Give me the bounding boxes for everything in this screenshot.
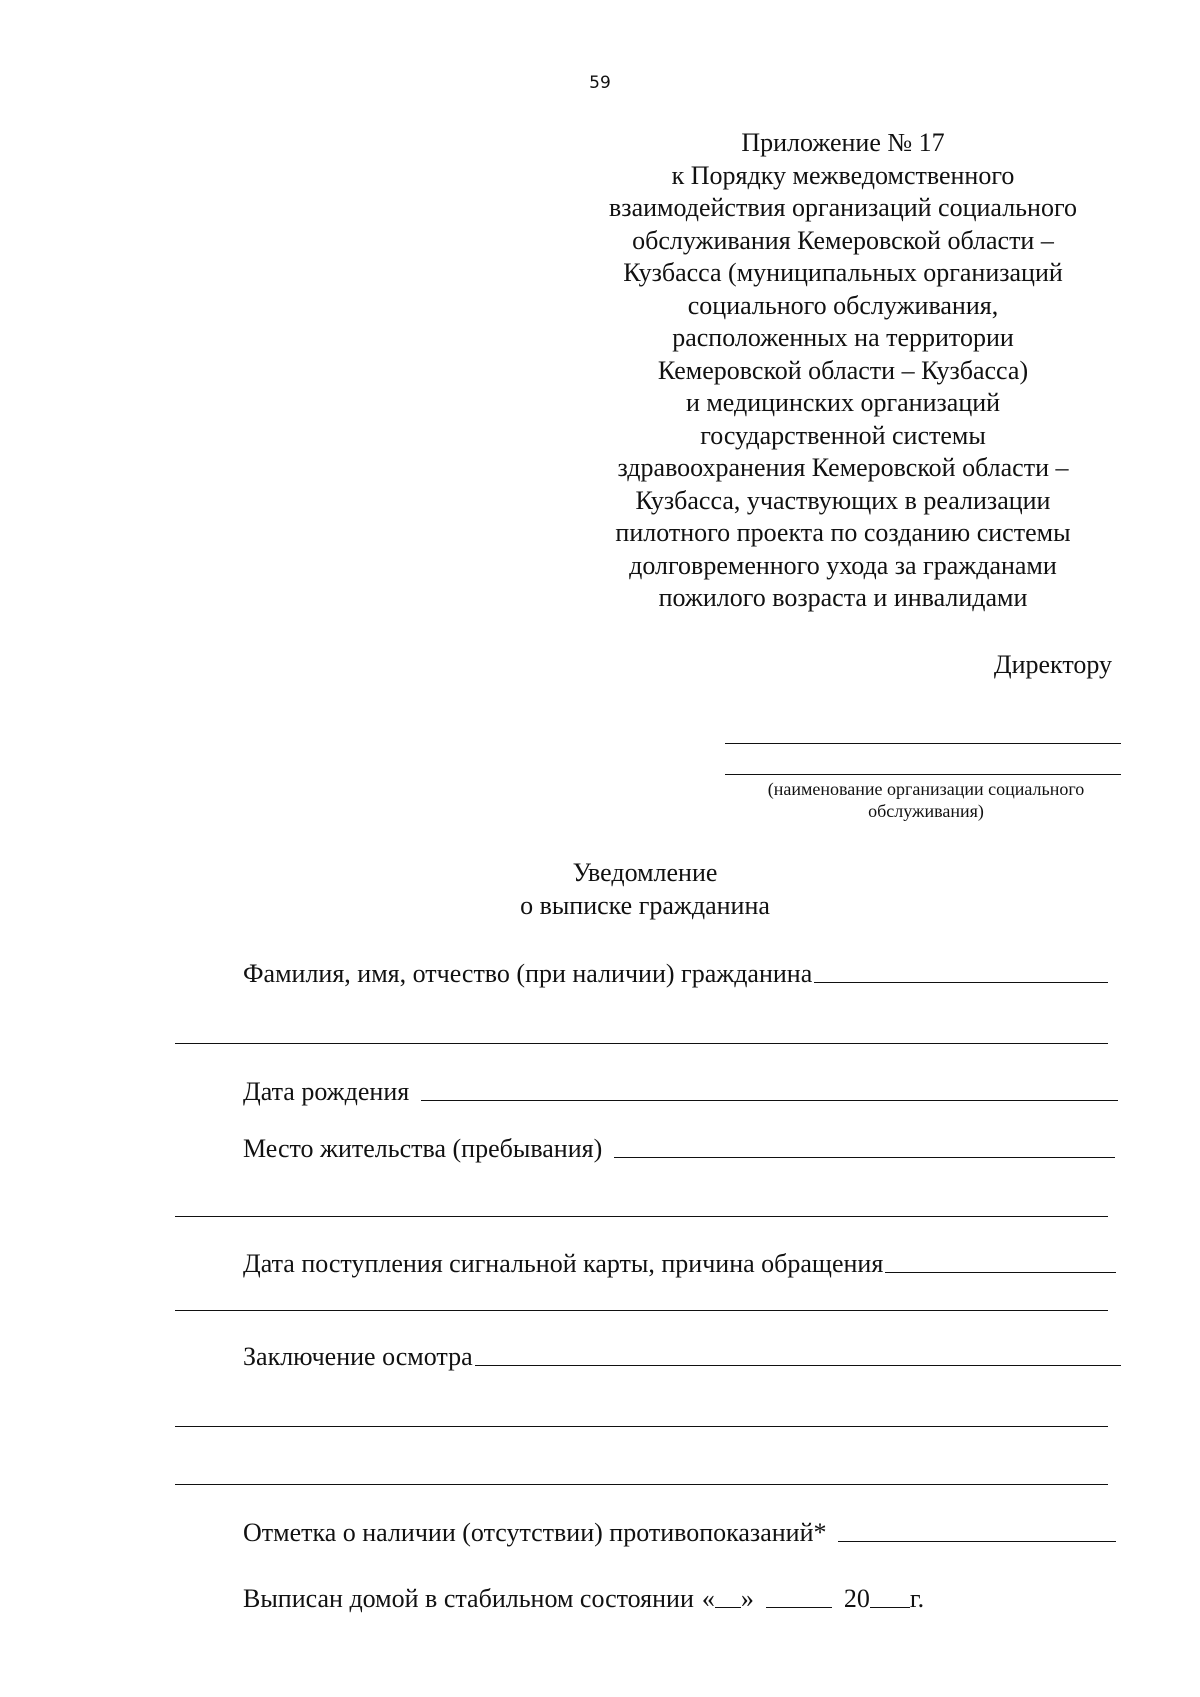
conclusion-label: Заключение осмотра [243, 1342, 473, 1371]
appendix-line: пилотного проекта по созданию системы [615, 518, 1071, 547]
appendix-line: социального обслуживания, [687, 290, 999, 320]
full-name-field [243, 955, 1108, 989]
birth-date-label: Дата рождения [243, 1077, 410, 1106]
contraindications-label: Отметка о наличии (отсутствии) противопоказаний* [243, 1518, 827, 1547]
conclusion-input-line[interactable] [475, 1365, 1121, 1366]
signal-card-input-line[interactable] [885, 1272, 1116, 1273]
year-suffix: г. [909, 1584, 925, 1613]
appendix-line: пожилого возраста и инвалидами [658, 583, 1028, 612]
appendix-line: и медицинских организаций [685, 388, 1001, 417]
conclusion-continuation-line-1[interactable] [175, 1426, 1108, 1427]
appendix-line: к Порядку межведомственного [671, 160, 1015, 190]
organization-name-line[interactable] [725, 774, 1121, 775]
residence-input-line[interactable] [614, 1157, 1115, 1158]
residence-field [243, 1130, 1115, 1164]
contraindications-field [243, 1514, 1116, 1548]
full-name-label: Фамилия, имя, отчество (при наличии) гражданина [243, 959, 813, 988]
appendix-line: Кузбасса (муниципальных организаций [623, 258, 1063, 287]
appendix-line: обслуживания Кемеровской области – [632, 225, 1054, 255]
birth-date-input-line[interactable] [421, 1100, 1118, 1101]
discharge-field [243, 1580, 924, 1614]
month-input-line[interactable] [766, 1607, 832, 1608]
notice-title: Уведомление [572, 858, 718, 887]
appendix-line: Кузбасса, участвующих в реализации [635, 485, 1051, 515]
notice-subtitle: о выписке гражданина [520, 891, 770, 920]
open-quote: « [701, 1584, 715, 1613]
full-name-input-line[interactable] [814, 982, 1108, 983]
residence-continuation-line[interactable] [175, 1216, 1108, 1217]
addressee-label: Директору [993, 650, 1112, 679]
appendix-line: расположенных на территории [672, 323, 1014, 352]
appendix-line: государственной системы [700, 420, 986, 450]
signal-card-field [243, 1245, 1116, 1279]
close-quote: » [740, 1584, 754, 1613]
contraindications-input-line[interactable] [838, 1541, 1116, 1542]
full-name-continuation-line[interactable] [175, 1043, 1108, 1044]
year-input-line[interactable] [870, 1607, 910, 1608]
appendix-header [590, 127, 1096, 615]
page-number: 59 [589, 73, 611, 93]
appendix-line: долговременного ухода за гражданами [629, 550, 1057, 580]
addressee-name-line[interactable] [725, 743, 1121, 744]
signal-card-continuation-line[interactable] [175, 1310, 1108, 1311]
birth-date-field [243, 1073, 1118, 1107]
organization-caption: (наименование организации социального обслуживания) [767, 779, 1085, 821]
discharge-label: Выписан домой в стабильном состоянии [243, 1584, 694, 1613]
residence-label: Место жительства (пребывания) [243, 1134, 603, 1163]
appendix-line: Приложение № 17 [741, 128, 945, 157]
signal-card-label: Дата поступления сигнальной карты, причина обращения [243, 1249, 884, 1278]
appendix-line: здравоохранения Кемеровской области – [617, 453, 1069, 482]
conclusion-continuation-line-2[interactable] [175, 1484, 1108, 1485]
conclusion-field [243, 1338, 1121, 1372]
year-prefix: 20 [843, 1584, 870, 1613]
appendix-line: Кемеровской области – Кузбасса) [657, 355, 1029, 385]
appendix-line: взаимодействия организаций социального [609, 193, 1077, 222]
day-input-line[interactable] [715, 1607, 741, 1608]
